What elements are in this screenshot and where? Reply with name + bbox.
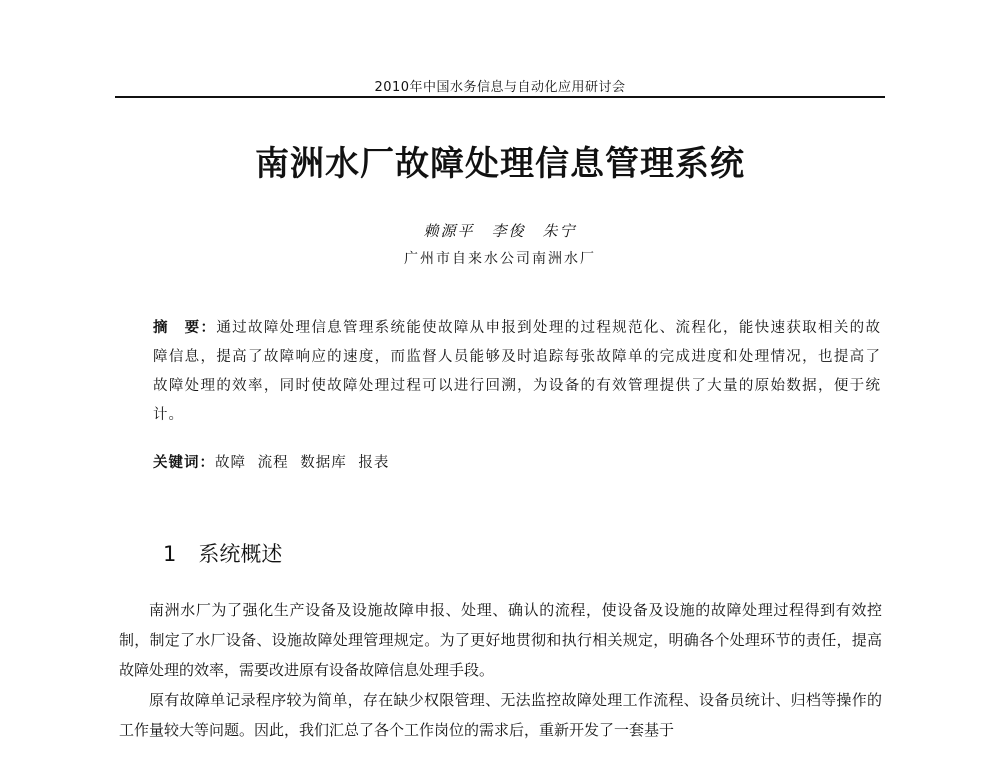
keywords-values: 故障 流程 数据库 报表 — [215, 455, 390, 471]
abstract — [153, 313, 881, 430]
section-number: 1 — [163, 542, 177, 566]
keywords — [153, 451, 881, 472]
abstract-text: 通过故障处理信息管理系统能使故障从申报到处理的过程规范化、流程化，能快速获取相关的故障信息，提高了故障响应的速度，而监督人员能够及时追踪每张故障单的完成进度和处理情况，也提高了故障处理的效率，同时使故障处理过程可以进行回溯，为设备的有效管理提供了大量的原始数据，便于统计。 — [153, 320, 882, 423]
section-heading — [163, 538, 282, 568]
running-header: 2010年中国水务信息与自动化应用研讨会 — [374, 80, 626, 95]
paragraph: 南洲水厂为了强化生产设备及设施故障申报、处理、确认的流程，使设备及设施的故障处理过程得到有效控制，制定了水厂设备、设施故障处理管理规定。为了更好地贯彻和执行相关规定，明确各个处理环节的责任，提高故障处理的效率，需要改进原有设备故障信息处理手段。 — [119, 601, 882, 679]
authors: 赖源平 李俊 朱宁 — [423, 222, 577, 240]
paragraph: 原有故障单记录程序较为简单，存在缺少权限管理、无法监控故障处理工作流程、设备员统计、归档等操作的工作量较大等问题。因此，我们汇总了各个工作岗位的需求后，重新开发了一套基于 — [119, 691, 882, 739]
affiliation: 广州市自来水公司南洲水厂 — [404, 251, 596, 267]
keywords-label: 关键词： — [153, 454, 215, 471]
section-title: 系统概述 — [198, 542, 283, 566]
header-rule — [115, 96, 885, 98]
abstract-label: 摘 要： — [153, 319, 217, 336]
body-text — [119, 595, 882, 745]
paper-title: 南洲水厂故障处理信息管理系统 — [255, 144, 745, 184]
